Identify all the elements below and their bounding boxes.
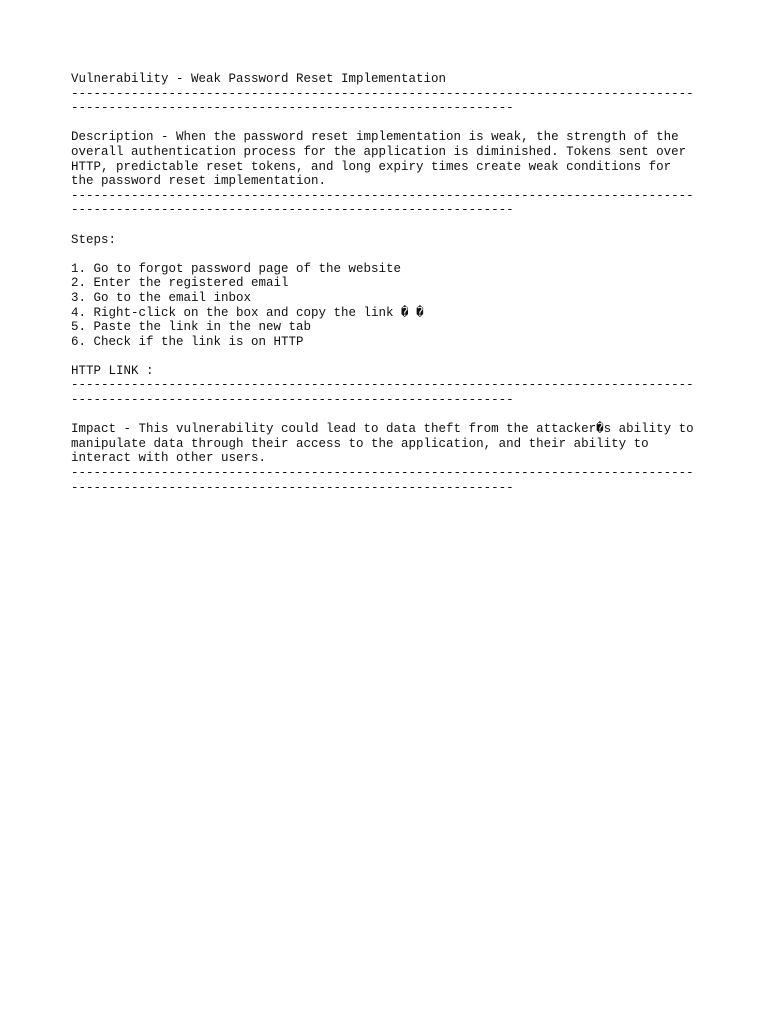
impact-line: Impact - This vulnerability could lead to data theft from the attacker�s ability to [71, 422, 694, 437]
step-item: 6. Check if the link is on HTTP [71, 334, 304, 349]
steps-list [71, 262, 711, 350]
description-line: Description - When the password reset implementation is weak, the strength of the [71, 130, 679, 145]
divider-rule-long: ----------------------------------------------------------------------------------- [71, 466, 694, 481]
description-line: overall authentication process for the application is diminished. Tokens sent over [71, 144, 687, 159]
blank-line [71, 116, 711, 131]
http-link-label: HTTP LINK : [71, 363, 154, 378]
step-item: 4. Right-click on the box and copy the link � � [71, 305, 424, 320]
description-line: HTTP, predictable reset tokens, and long expiry times create weak conditions for [71, 159, 672, 174]
impact-line: manipulate data through their access to the application, and their ability to [71, 436, 649, 451]
description-line: the password reset implementation. [71, 174, 327, 189]
divider-rule-short: ----------------------------------------------------------- [71, 203, 514, 218]
blank-line [71, 349, 711, 364]
blank-line [71, 408, 711, 423]
document-page [71, 72, 711, 495]
step-item: 2. Enter the registered email [71, 276, 289, 291]
steps-heading: Steps: [71, 232, 117, 247]
step-item: 3. Go to the email inbox [71, 290, 252, 305]
divider-rule-long: ----------------------------------------------------------------------------------- [71, 188, 694, 203]
divider-rule-long: ----------------------------------------------------------------------------------- [71, 378, 694, 393]
impact-section [71, 422, 711, 466]
step-item: 5. Paste the link in the new tab [71, 320, 312, 335]
divider-rule-long: ----------------------------------------------------------------------------------- [71, 86, 694, 101]
document-title: Vulnerability - Weak Password Reset Implementation [71, 72, 447, 86]
divider-rule-short: ----------------------------------------------------------- [71, 393, 514, 408]
description-section [71, 130, 711, 188]
divider-rule-short: ----------------------------------------------------------- [71, 101, 514, 116]
blank-line [71, 218, 711, 233]
divider-rule-short: ----------------------------------------------------------- [71, 480, 514, 495]
impact-line: interact with other users. [71, 451, 267, 466]
blank-line [71, 247, 711, 262]
step-item: 1. Go to forgot password page of the website [71, 261, 402, 276]
